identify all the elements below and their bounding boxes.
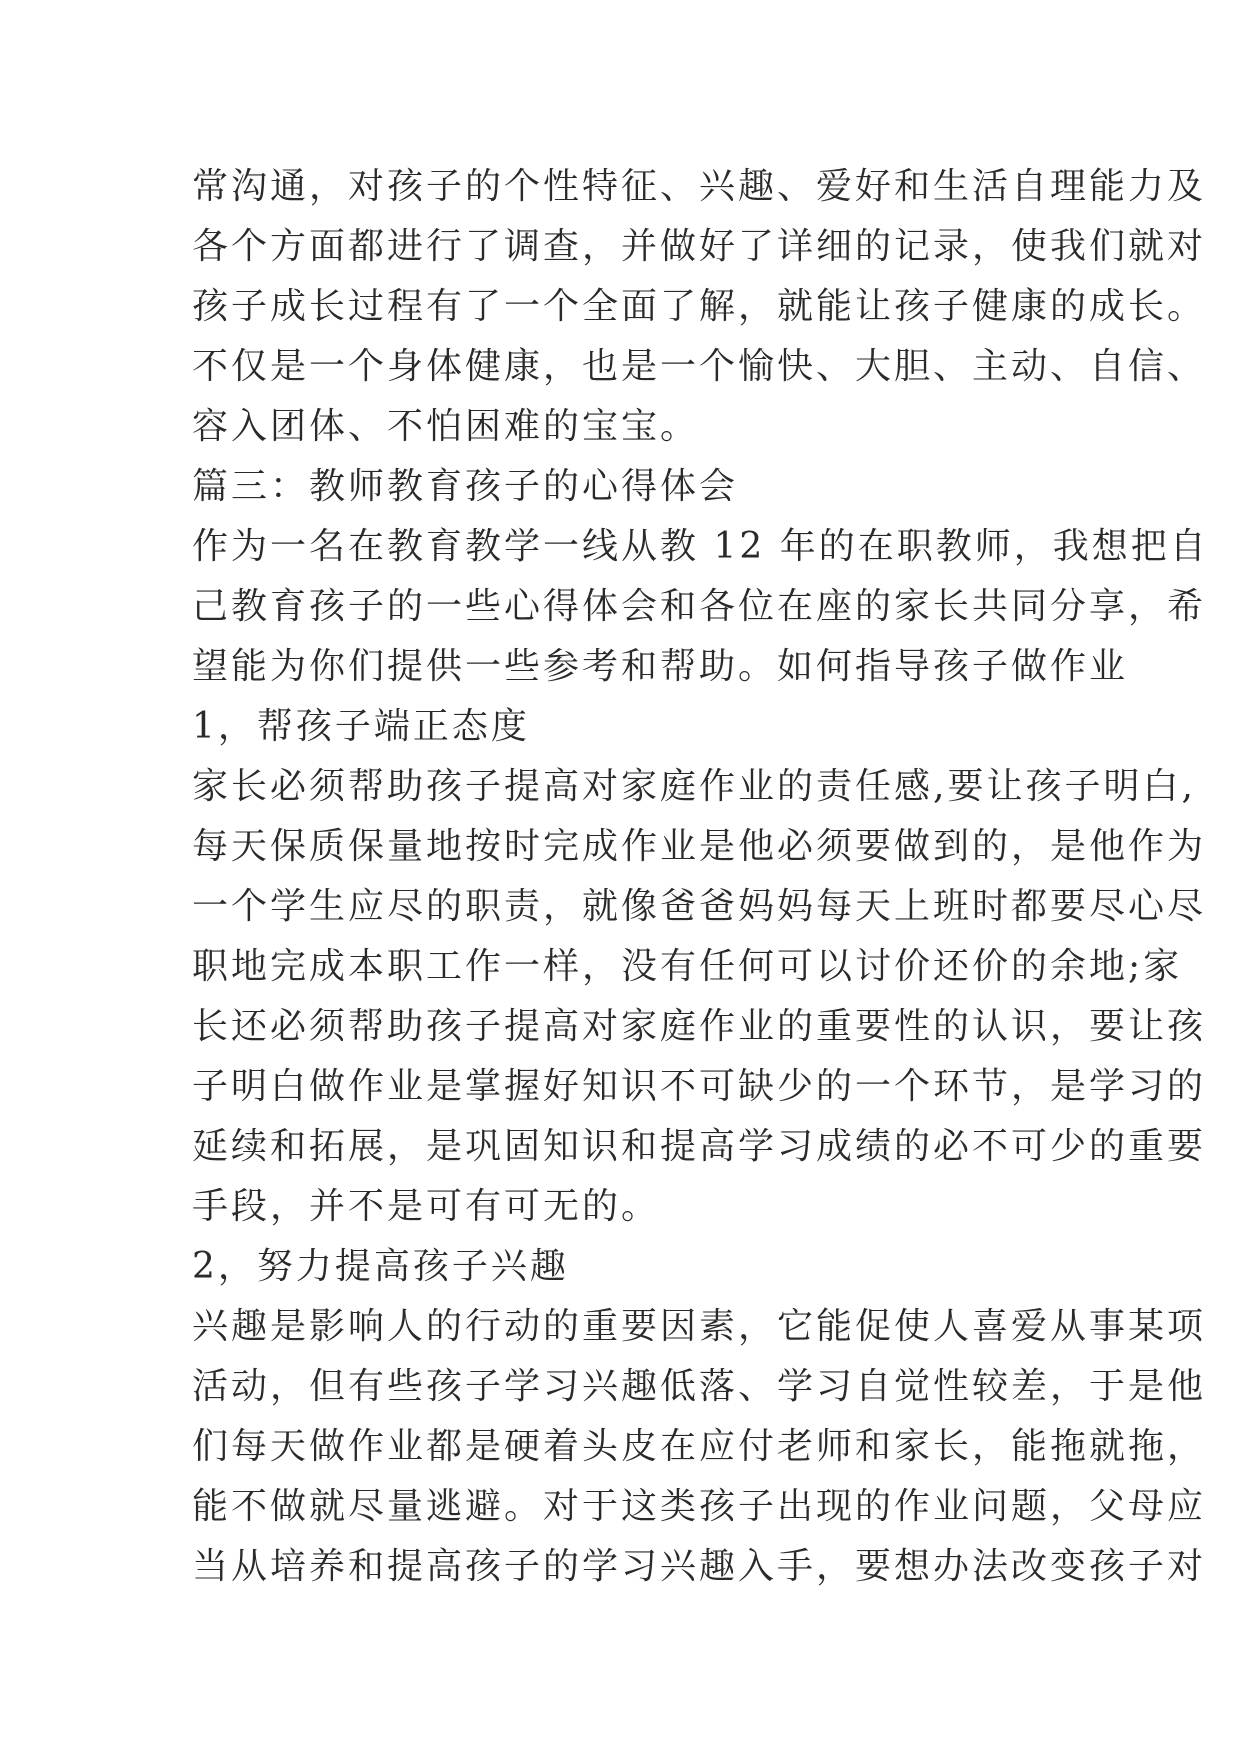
text-line: 能不做就尽量逃避。对于这类孩子出现的作业问题，父母应 [192,1486,1207,1527]
text-line: 不仅是一个身体健康，也是一个愉快、大胆、主动、自信、 [192,346,1207,387]
text-line: 职地完成本职工作一样，没有任何可以讨价还价的余地;家 [192,946,1183,987]
text-line: 常沟通，对孩子的个性特征、兴趣、爱好和生活自理能力及 [192,166,1207,207]
section-heading: 篇三：教师教育孩子的心得体会 [192,466,739,507]
text-line: 家长必须帮助孩子提高对家庭作业的责任感,要让孩子明白, [192,766,1196,807]
text-line: 望能为你们提供一些参考和帮助。如何指导孩子做作业 [192,646,1129,687]
text-line: 一个学生应尽的职责，就像爸爸妈妈每天上班时都要尽心尽 [192,886,1207,927]
text-line: 兴趣是影响人的行动的重要因素，它能促使人喜爱从事某项 [192,1306,1207,1347]
text-line: 长还必须帮助孩子提高对家庭作业的重要性的认识，要让孩 [192,1006,1207,1047]
text-line: 各个方面都进行了调查，并做好了详细的记录，使我们就对 [192,226,1207,267]
text-line: 手段，并不是可有可无的。 [192,1186,661,1227]
body-text [192,157,1209,1597]
text-line: 当从培养和提高孩子的学习兴趣入手，要想办法改变孩子对 [192,1546,1207,1587]
text-line: 己教育孩子的一些心得体会和各位在座的家长共同分享，希 [192,586,1207,627]
text-line: 容入团体、不怕困难的宝宝。 [192,406,700,447]
subheading: 1，帮孩子端正态度 [192,706,530,747]
text-line: 作为一名在教育教学一线从教 12 年的在职教师，我想把自 [192,526,1209,567]
text-line: 每天保质保量地按时完成作业是他必须要做到的，是他作为 [192,826,1207,867]
subheading: 2，努力提高孩子兴趣 [192,1246,569,1287]
text-line: 们每天做作业都是硬着头皮在应付老师和家长，能拖就拖， [192,1426,1207,1467]
text-line: 活动，但有些孩子学习兴趣低落、学习自觉性较差，于是他 [192,1366,1207,1407]
text-line: 延续和拓展，是巩固知识和提高学习成绩的必不可少的重要 [192,1126,1207,1167]
text-line: 孩子成长过程有了一个全面了解，就能让孩子健康的成长。 [192,286,1207,327]
text-line: 子明白做作业是掌握好知识不可缺少的一个环节，是学习的 [192,1066,1207,1107]
